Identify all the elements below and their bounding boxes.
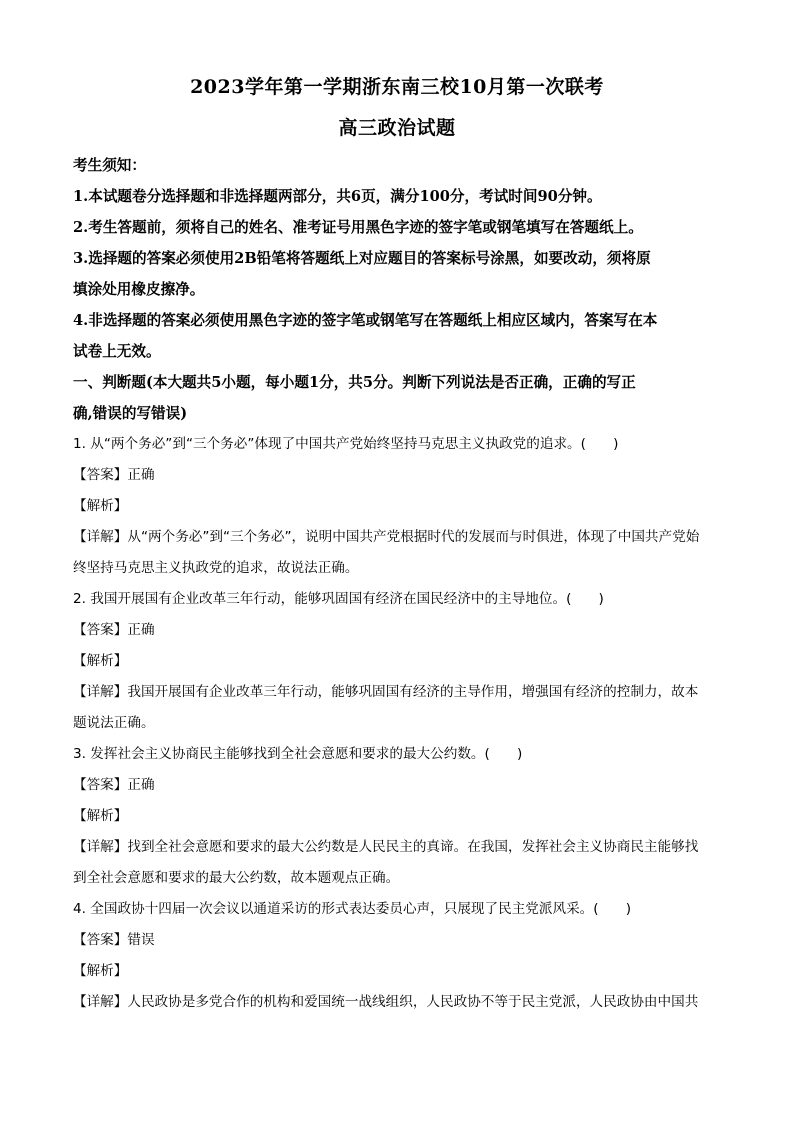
notice-heading: 考生须知：: [73, 157, 146, 174]
question-stem: 1. 从“两个务必”到“三个务必”体现了中国共产党始终坚持马克思主义执政党的追求。( ): [73, 436, 619, 452]
notice-item: 3.选择题的答案必须使用2B铅笔将答题纸上对应题目的答案标号涂黑，如要改动，须将原: [73, 250, 651, 267]
exam-content: [73, 150, 723, 1018]
exam-subtitle: 高三政治试题: [338, 117, 456, 139]
analysis-label: 【解析】: [73, 808, 128, 824]
detail-text: 【详解】从“两个务必”到“三个务必”，说明中国共产党根据时代的发展而与时俱进，体现了中国共产党始: [73, 529, 700, 545]
analysis-label: 【解析】: [73, 498, 128, 514]
detail-text: 【详解】找到全社会意愿和要求的最大公约数是人民民主的真谛。在我国，发挥社会主义协商民主能够找: [73, 839, 699, 855]
notice-item: 试卷上无效。: [73, 343, 161, 360]
question-stem: 2. 我国开展国有企业改革三年行动，能够巩固国有经济在国民经济中的主导地位。( ): [73, 591, 604, 607]
analysis-label: 【解析】: [73, 653, 128, 669]
notice-item: 1.本试题卷分选择题和非选择题两部分，共6页，满分100分，考试时间90分钟。: [73, 188, 602, 205]
question-stem: 4. 全国政协十四届一次会议以通道采访的形式表达委员心声，只展现了民主党派风采。( ): [73, 901, 632, 917]
detail-text: 到全社会意愿和要求的最大公约数，故本题观点正确。: [73, 870, 400, 886]
notice-item: 填涂处用橡皮擦净。: [73, 281, 205, 298]
analysis-label: 【解析】: [73, 963, 128, 979]
section-heading: 确,错误的写错误): [73, 405, 188, 422]
detail-text: 【详解】我国开展国有企业改革三年行动，能够巩固国有经济的主导作用，增强国有经济的控制力，故本: [73, 684, 699, 700]
notice-item: 4.非选择题的答案必须使用黑色字迹的签字笔或钢笔写在答题纸上相应区域内，答案写在本: [73, 312, 658, 329]
section-heading: 一、判断题(本大题共5小题，每小题1分，共5分。判断下列说法是否正确，正确的写正: [73, 374, 636, 391]
detail-text: 终坚持马克思主义执政党的追求，故说法正确。: [73, 560, 359, 576]
exam-title: 2023学年第一学期浙东南三校10月第一次联考: [190, 76, 604, 98]
question-stem: 3. 发挥社会主义协商民主能够找到全社会意愿和要求的最大公约数。( ): [73, 746, 523, 762]
answer-label: 【答案】错误: [73, 932, 155, 948]
answer-label: 【答案】正确: [73, 467, 155, 483]
notice-item: 2.考生答题前，须将自己的姓名、准考证号用黑色字迹的签字笔或钢笔填写在答题纸上。: [73, 219, 643, 236]
answer-label: 【答案】正确: [73, 622, 155, 638]
detail-text: 题说法正确。: [73, 715, 155, 731]
detail-text: 【详解】人民政协是多党合作的机构和爱国统一战线组织，人民政协不等于民主党派，人民政协由中国共: [73, 994, 699, 1010]
answer-label: 【答案】正确: [73, 777, 155, 793]
